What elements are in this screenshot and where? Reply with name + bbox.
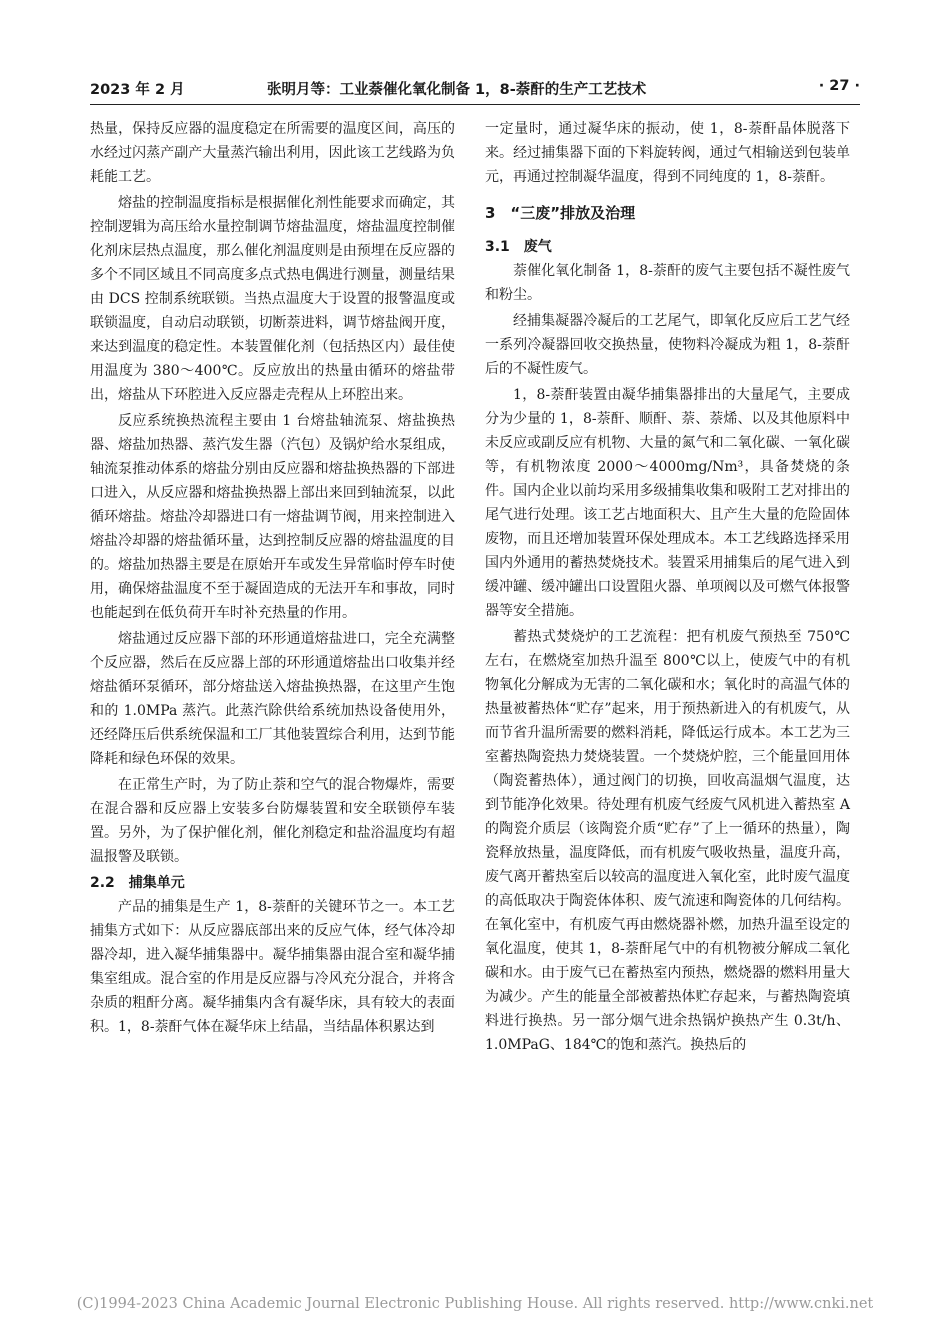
header-rule xyxy=(90,104,860,105)
copyright-footer: (C)1994-2023 China Academic Journal Electronic Publishing House. All rights reserved. http://www.cnki.net xyxy=(76,1296,874,1312)
section-heading-3-1: 3.1 废气 xyxy=(485,239,552,255)
paragraph: 在正常生产时，为了防止萘和空气的混合物爆炸，需要在混合器和反应器上安装多台防爆装置和安全联锁停车装置。另外，为了保护催化剂，催化剂稳定和盐浴温度均有超温报警及联锁。 xyxy=(90,777,455,865)
running-title: 张明月等：工业萘催化氧化制备 1，8-萘酐的生产工艺技术 xyxy=(267,82,647,98)
paragraph: 萘催化氧化制备 1，8-萘酐的废气主要包括不凝性废气和粉尘。 xyxy=(485,263,850,303)
paragraph: 1，8-萘酐装置由凝华捕集器排出的大量尾气，主要成分为少量的 1，8-萘酐、顺酐、萘、萘烯、以及其他原料中未反应或副反应有机物、大量的氮气和二氧化碳、一氧化碳等，有机物浓度 2000～4000mg/Nm³，具备焚烧的条件。国内企业以前均采用多级捕集收集和吸附工艺对排出的尾气进行处理。该工艺占地面积大、且产生大量的危险固体废物，而且还增加装置环保处理成本。本工艺线路选择采用国内外通用的蓄热焚烧技术。装置采用捕集后的尾气进入到缓冲罐、缓冲罐出口设置阻火器、单项阀以及可燃气体报警器等安全措施。 xyxy=(485,387,850,619)
paragraph: 一定量时，通过凝华床的振动，使 1，8-萘酐晶体脱落下来。经过捕集器下面的下料旋转阀，通过气相输送到包装单元，再通过控制凝华温度，得到不同纯度的 1，8-萘酐。 xyxy=(485,121,850,185)
right-column xyxy=(485,117,850,1059)
paragraph: 经捕集凝器冷凝后的工艺尾气，即氧化反应后工艺气经一系列冷凝器回收交换热量，使物料冷凝成为粗 1，8-萘酐后的不凝性废气。 xyxy=(485,313,850,377)
section-heading-3: 3 “三废”排放及治理 xyxy=(485,204,636,222)
paragraph: 熔盐的控制温度指标是根据催化剂性能要求而确定，其控制逻辑为高压给水量控制调节熔盐温度，熔盐温度控制催化剂床层热点温度，那么催化剂温度则是由预埋在反应器的多个不同区域且不同高度多点式热电偶进行测量，测量结果由 DCS 控制系统联锁。当热点温度大于设置的报警温度或联锁温度，自动启动联锁，切断萘进料，调节熔盐阀开度，来达到温度的稳定性。本装置催化剂（包括热区内）最佳使用温度为 380～400℃。反应放出的热量由循环的熔盐带出，熔盐从下环腔进入反应器走壳程从上环腔出来。 xyxy=(90,195,455,403)
issue-date: 2023 年 2 月 xyxy=(90,82,185,98)
paragraph: 熔盐通过反应器下部的环形通道熔盐进口，完全充满整个反应器，然后在反应器上部的环形通道熔盐出口收集并经熔盐循环泵循环，部分熔盐送入熔盐换热器，在这里产生饱和的 1.0MPa 蒸汽。此蒸汽除供给系统加热设备使用外，还经降压后供系统保温和工厂其他装置综合利用，达到节能降耗和绿色环保的效果。 xyxy=(90,631,455,767)
left-column xyxy=(90,117,455,1041)
section-heading-2-2: 2.2 捕集单元 xyxy=(90,875,185,891)
paragraph: 蓄热式焚烧炉的工艺流程：把有机废气预热至 750℃左右，在燃烧室加热升温至 800℃以上，使废气中的有机物氧化分解成为无害的二氧化碳和水；氧化时的高温气体的热量被蓄热体“贮存”起来，用于预热新进入的有机废气，从而节省升温所需要的燃料消耗，降低运行成本。本工艺为三室蓄热陶瓷热力焚烧装置。一个焚烧炉腔，三个能量回用体（陶瓷蓄热体），通过阀门的切换，回收高温烟气温度，达到节能净化效果。待处理有机废气经废气风机进入蓄热室 A 的陶瓷介质层（该陶瓷介质“贮存”了上一循环的热量），陶瓷释放热量，温度降低，而有机废气吸收热量，温度升高，废气离开蓄热室后以较高的温度进入氧化室，此时废气温度的高低取决于陶瓷体体积、废气流速和陶瓷体的几何结构。在氧化室中，有机废气再由燃烧器补燃，加热升温至设定的氧化温度，使其 1，8-萘酐尾气中的有机物被分解成二氧化碳和水。由于废气已在蓄热室内预热，燃烧器的燃料用量大为减少。产生的能量全部被蓄热体贮存起来，与蓄热陶瓷填料进行换热。另一部分烟气进余热锅炉换热产生 0.3t/h、1.0MPaG、184℃的饱和蒸汽。换热后的 xyxy=(485,629,850,1053)
page-number: · 27 · xyxy=(818,78,860,94)
paragraph: 热量，保持反应器的温度稳定在所需要的温度区间，高压的水经过闪蒸产副产大量蒸汽输出利用，因此该工艺线路为负耗能工艺。 xyxy=(90,121,455,185)
paragraph: 产品的捕集是生产 1，8-萘酐的关键环节之一。本工艺捕集方式如下：从反应器底部出来的反应气体，经气体冷却器冷却，进入凝华捕集器中。凝华捕集器由混合室和凝华捕集室组成。混合室的作用是反应器与冷风充分混合，并将含杂质的粗酐分离。凝华捕集内含有凝华床，具有较大的表面积。1，8-萘酐气体在凝华床上结晶，当结晶体积累达到 xyxy=(90,899,455,1035)
paragraph: 反应系统换热流程主要由 1 台熔盐轴流泵、熔盐换热器、熔盐加热器、蒸汽发生器（汽包）及锅炉给水泵组成，轴流泵推动体系的熔盐分别由反应器和熔盐换热器的下部进口进入，从反应器和熔盐换热器上部出来回到轴流泵，以此循环熔盐。熔盐冷却器进口有一熔盐调节阀，用来控制进入熔盐冷却器的熔盐循环量，达到控制反应器的熔盐温度的目的。熔盐加热器主要是在原始开车或发生异常临时停车时使用，确保熔盐温度不至于凝固造成的无法开车和事故，同时也能起到在低负荷开车时补充热量的作用。 xyxy=(90,413,455,621)
running-header xyxy=(90,78,860,104)
